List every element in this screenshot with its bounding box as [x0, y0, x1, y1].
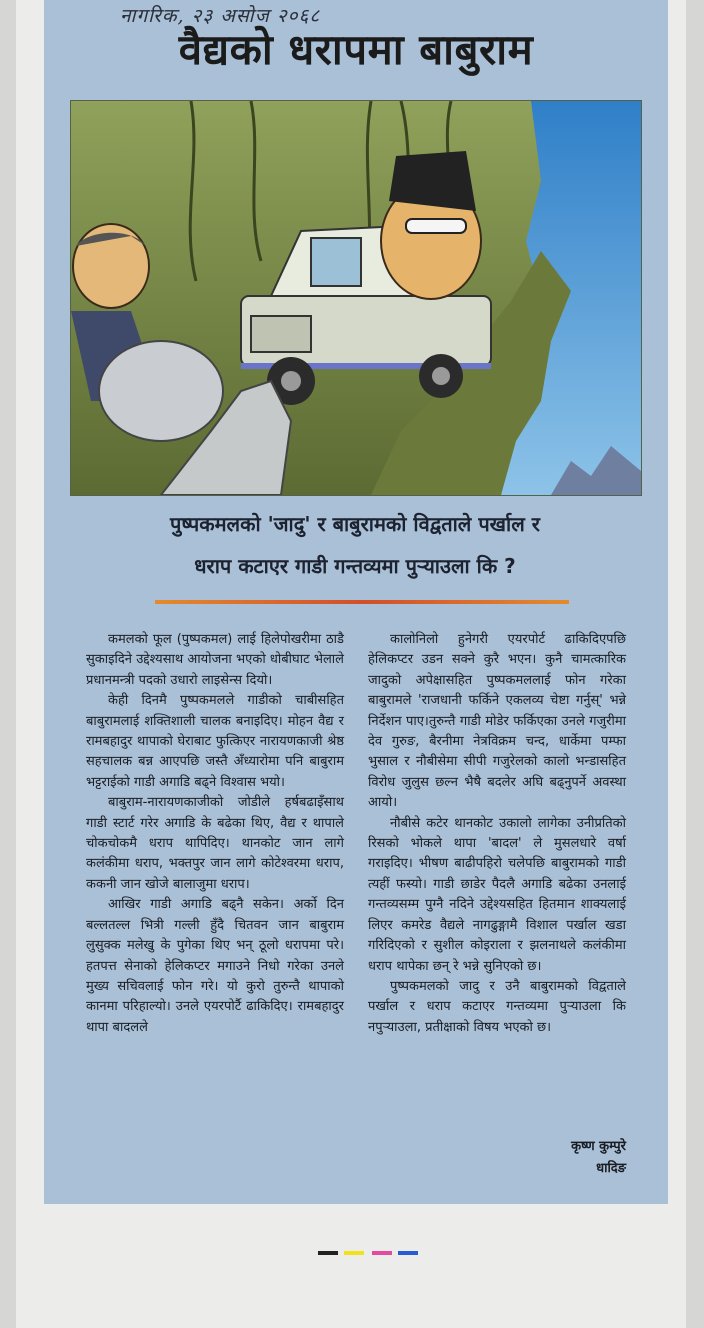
caption-line-2: धराप कटाएर गाडी गन्तव्यमा पुऱ्याउला कि ?	[194, 554, 516, 578]
paragraph: नौबीसे कटेर थानकोट उकालो लागेका उनीप्रतिको रिसको भोकले थापा 'बादल' ले मुसलधारे वर्षा गराइदिए। भीषण बाढीपहिरो चलेपछि बाबुरामको गाडी त्यहीं फस्यो। गाडी छाडेर पैदलै अगाडि बढेका उनलाई गन्तव्यसम्म पुग्नै नदिने उद्देश्यसहित हितमान शाक्यलाई लिएर कमरेड वैद्यले नागढुङ्गामै विशाल पर्खाल खडा गरिदिएको र सुशील कोइराला र झलनाथले कलंकीमा धराप थापेका छन् रे भन्ने सुनिएको छ।	[368, 815, 626, 974]
cartoon-illustration	[70, 100, 642, 496]
paragraph: कमलको फूल (पुष्पकमल) लाई हिलेपोखरीमा ठाडै सुकाइदिने उद्देश्यसाथ आयोजना भएको धोबीघाट भेलाले प्रधानमन्त्री पदको उधारो लाइसेन्स दियो।	[86, 632, 344, 688]
headline: वैद्यको धरापमा बाबुराम	[178, 25, 534, 74]
paragraph: पुष्पकमलको जादु र उनै बाबुरामको विद्वताले पर्खाल र धराप कटाएर गन्तव्यमा पुऱ्याउला कि नपुऱ्याउला, प्रतीक्षाको विषय भएको छ।	[368, 978, 626, 1035]
driver-figure	[381, 151, 481, 299]
print-mark-blue	[398, 1251, 418, 1255]
paragraph: बाबुराम-नारायणकाजीको जोडीले हर्षबढाइँसाथ गाडी स्टार्ट गरेर अगाडि के बढेका थिए, वैद्य र थापाले चोकचोकमै धराप थापिदिए। थानकोट जान लागे कलंकीमा धराप, भक्तपुर जान लागे कोटेश्वरमा धराप, ककनी जान खोजे बालाजुमा धराप।	[86, 795, 344, 892]
boulder	[99, 341, 223, 441]
paragraph: कालोनिलो हुनेगरी एयरपोर्ट ढाकिदिएपछि हेलिकप्टर उडन सक्ने कुरै भएन। कुनै चामत्कारिक जादुको अपेक्षासहित पुष्पकमललाई फोन गरेका बाबुरामले 'राजधानी फर्किने एकलव्य चेष्टा गर्नुस्' भन्ने निर्देशन पाए।तुरुन्तै गाडी मोडेर फर्किएका उनले गजुरीमा देव गुरुङ, बैरनीमा नेत्रविक्रम चन्द, धार्केमा पम्फा भुसाल र नौबीसेमा सीपी गजुरेलको कालो भन्डासहित विरोध जुलुस छल्न भैषै बदलेर अघि बढ्नुपर्ने अवस्था आयो।	[368, 632, 626, 811]
handwritten-date-note: नागरिक, २३ असोज २०६८	[120, 5, 321, 27]
divider-rule	[155, 600, 569, 604]
paragraph: आखिर गाडी अगाडि बढ्नै सकेन। अर्को दिन बल्लतल्ल भित्री गल्ली हुँदै चितवन जान बाबुराम लुसुक्क मलेखु के पुगेका थिए भन् ठूलो धरापमा परे। हतपत्त सेनाको हेलिकप्टर मगाउने निधो गरेका उनले मुख्य सचिवलाई फोन गरे। यो कुरो तुरुन्तै थापाको कानमा परिहाल्यो। उनले एयरपोर्टै ढाकिदिए। रामबहादुर थापा बादलले	[86, 897, 344, 1035]
article-column-left	[86, 630, 344, 1038]
article-column-right	[368, 630, 626, 1038]
print-mark-magenta	[372, 1251, 392, 1255]
print-mark-yellow	[344, 1251, 364, 1255]
author-location: धादिङ	[596, 1161, 626, 1176]
author-name: कृष्ण कुम्पुरे	[571, 1139, 626, 1154]
print-mark-black	[318, 1251, 338, 1255]
caption-line-1: पुष्पकमलको 'जादु' र बाबुरामको विद्वताले पर्खाल र	[170, 512, 540, 536]
paragraph: केही दिनमै पुष्पकमलले गाडीको चाबीसहित बाबुरामलाई शक्तिशाली चालक बनाइदिए। मोहन वैद्य र रामबहादुर थापाको घेराबाट फुत्किएर नारायणकाजी श्रेष्ठ सहचालक बन्न आएपछि जस्तै अँध्यारोमा पनि बाबुराम भट्टराईको गाडी अगाडि बढ्ने विश्वास भयो।	[86, 693, 344, 790]
